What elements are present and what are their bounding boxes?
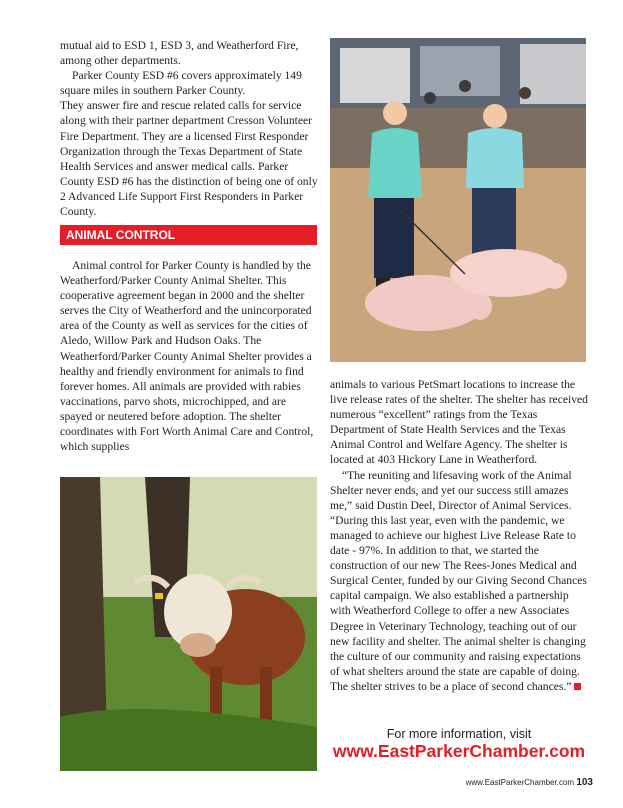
quote-text: “The reuniting and lifesaving work of the Animal Shelter never ends, and yet our success still amazes me,” said Dustin Deel, Director of Animal Services. “During this last year, even with the pandemic, we managed to achieve our highest Live Release Rate to date - 97%. In addition to that, we started the construction of our new The Rees-Jones Medical and Surgical Center, funded by our Giving Second Chances capital campaign. We also established a partnership with Weatherford College to offer a new Associates Degree in Veterinary Technology, teaching out of our new facility and shelter. The animal shelter is changing the culture of our community and raising expectations of what shelters around the state are capable of doing. The shelter strives to be a place of second chances.” (330, 468, 587, 693)
page-folio (466, 777, 593, 788)
folio-url: www.EastParkerChamber.com (465, 778, 575, 787)
paragraph: Animal control for Parker County is handled by the Weatherford/Parker County Animal Shelter. This cooperative agreement began in 2000 and the shelter serves the City of Weatherford and the unincorporated area of the County as well as services for the cities of Aledo, Willow Park and Hudson Oaks. The Weatherford/Parker County Animal Shelter provides a healthy and friendly environment for animals to find forever homes. All animals are provided with rabies vaccinations, parvo shots, microchipped, and are spayed or neutered before adoption. The shelter coordinates with Fort Worth Animal Care and Control, which supplies (60, 259, 314, 454)
page-number: 103 (576, 777, 593, 788)
paragraph: They answer fire and rescue related calls for service along with their partner department Cresson Volunteer Fire Department. They are a licensed First Responder Organization through the Texas Department of State Health Services and answer medical calls. Parker County ESD #6 has the distinction of being one of only 2 Advanced Life Support First Responders in Parker County. (60, 99, 318, 219)
left-column-top (60, 38, 320, 219)
photo-hereford-calf (60, 477, 317, 771)
paragraph: Parker County ESD #6 covers approximately 149 square miles in southern Parker County. (60, 69, 302, 98)
paragraph: mutual aid to ESD 1, ESD 3, and Weatherford Fire, among other departments. (60, 39, 299, 68)
right-column-animal-control (330, 377, 588, 694)
section-heading-animal-control: ANIMAL CONTROL (60, 225, 317, 245)
paragraph: animals to various PetSmart locations to increase the live release rates of the shelter. The shelter has received numerous “excellent” ratings from the Texas Department of State Health Services and the Texas Animal Control and Welfare Agency. The shelter is located at 403 Hickory Lane in Weatherford. (330, 378, 588, 467)
calf-illustration (60, 477, 317, 771)
footer-website-link[interactable]: www.EastParkerChamber.com (332, 741, 586, 761)
paragraph (330, 468, 588, 694)
end-of-article-mark (574, 683, 581, 690)
photo-girls-showing-pigs (330, 38, 586, 362)
pig-show-illustration (330, 38, 586, 362)
footer-visit-text: For more information, visit (386, 727, 532, 741)
left-column-animal-control (60, 258, 320, 454)
